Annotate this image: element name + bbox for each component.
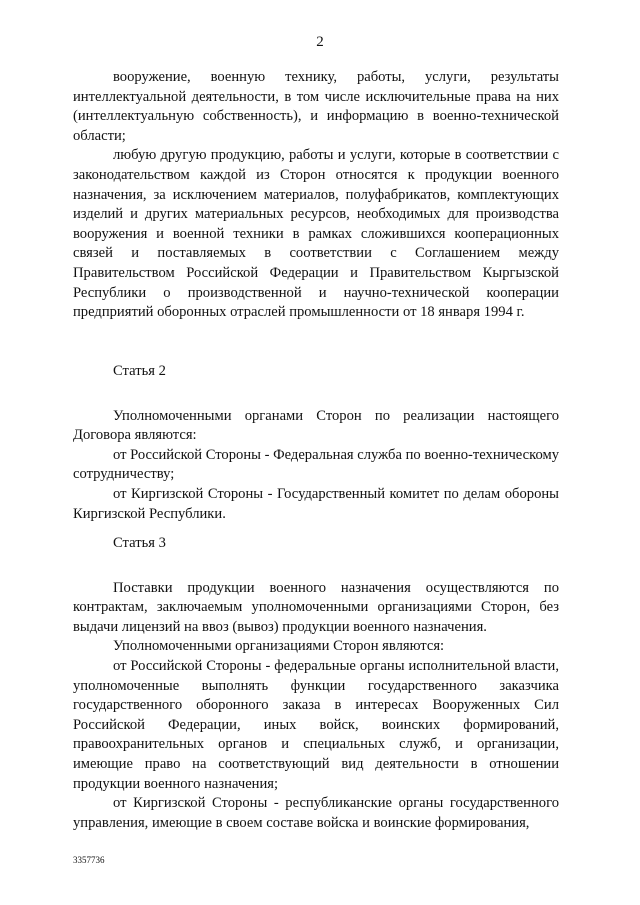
article-3-paragraph-3: от Российской Стороны - федеральные органы исполнительной власти, уполномоченные выполнять функции государственного заказчика государственного оборонного заказа в интересах Вооруженных Сил Российской Федерации, иных войск, воинских формирований, правоохранительных органов и специальных служб, и организации, имеющие право на соответствующий вид деятельности в отношении продукции военного назначения; [73,657,559,792]
section-continuation [73,68,559,323]
document-id: 3357736 [73,855,105,865]
article-2-paragraph-1: Уполномоченными органами Сторон по реализации настоящего Договора являются: [73,407,559,444]
paragraph-weapons-list-item: вооружение, военную технику, работы, услуги, результаты интеллектуальной деятельности, в том числе исключительные права на них (интеллектуальную собственность), и информацию в военно-технической области; [73,69,559,144]
article-2-paragraph-3: от Киргизской Стороны - Государственный комитет по делам обороны Киргизской Республики. [73,485,559,522]
paragraph-other-products: любую другую продукцию, работы и услуги, которые в соответствии с законодательством каждой из Сторон относятся к продукции военного назначения, за исключением материалов, полуфабрикатов, комплектующих изделий и других материальных ресурсов, необходимых для производства вооружения и военной техники в рамках сложившихся кооперационных связей и поставляемых в соответствии с Соглашением между Правительством Российской Федерации и Правительством Кыргызской Республики о производственной и научно-технической кооперации предприятий оборонных отраслей промышленности от 18 января 1994 г. [73,147,559,321]
article-3-paragraph-2: Уполномоченными организациями Сторон являются: [113,638,445,655]
article-2 [73,362,559,524]
article-3-paragraph-1: Поставки продукции военного назначения осуществляются по контрактам, заключаемым уполномоченными организациями Сторон, без выдачи лицензий на ввоз (вывоз) продукции военного назначения. [73,579,559,635]
article-3-paragraph-4: от Киргизской Стороны - республиканские органы государственного управления, имеющие в своем составе войска и воинские формирования, [73,795,559,831]
page-number: 2 [316,34,324,50]
article-2-paragraph-2: от Российской Стороны - Федеральная служба по военно-техническому сотрудничеству; [73,446,560,483]
article-3 [73,534,559,833]
article-3-heading: Статья 3 [113,535,166,551]
article-2-heading: Статья 2 [113,363,166,379]
